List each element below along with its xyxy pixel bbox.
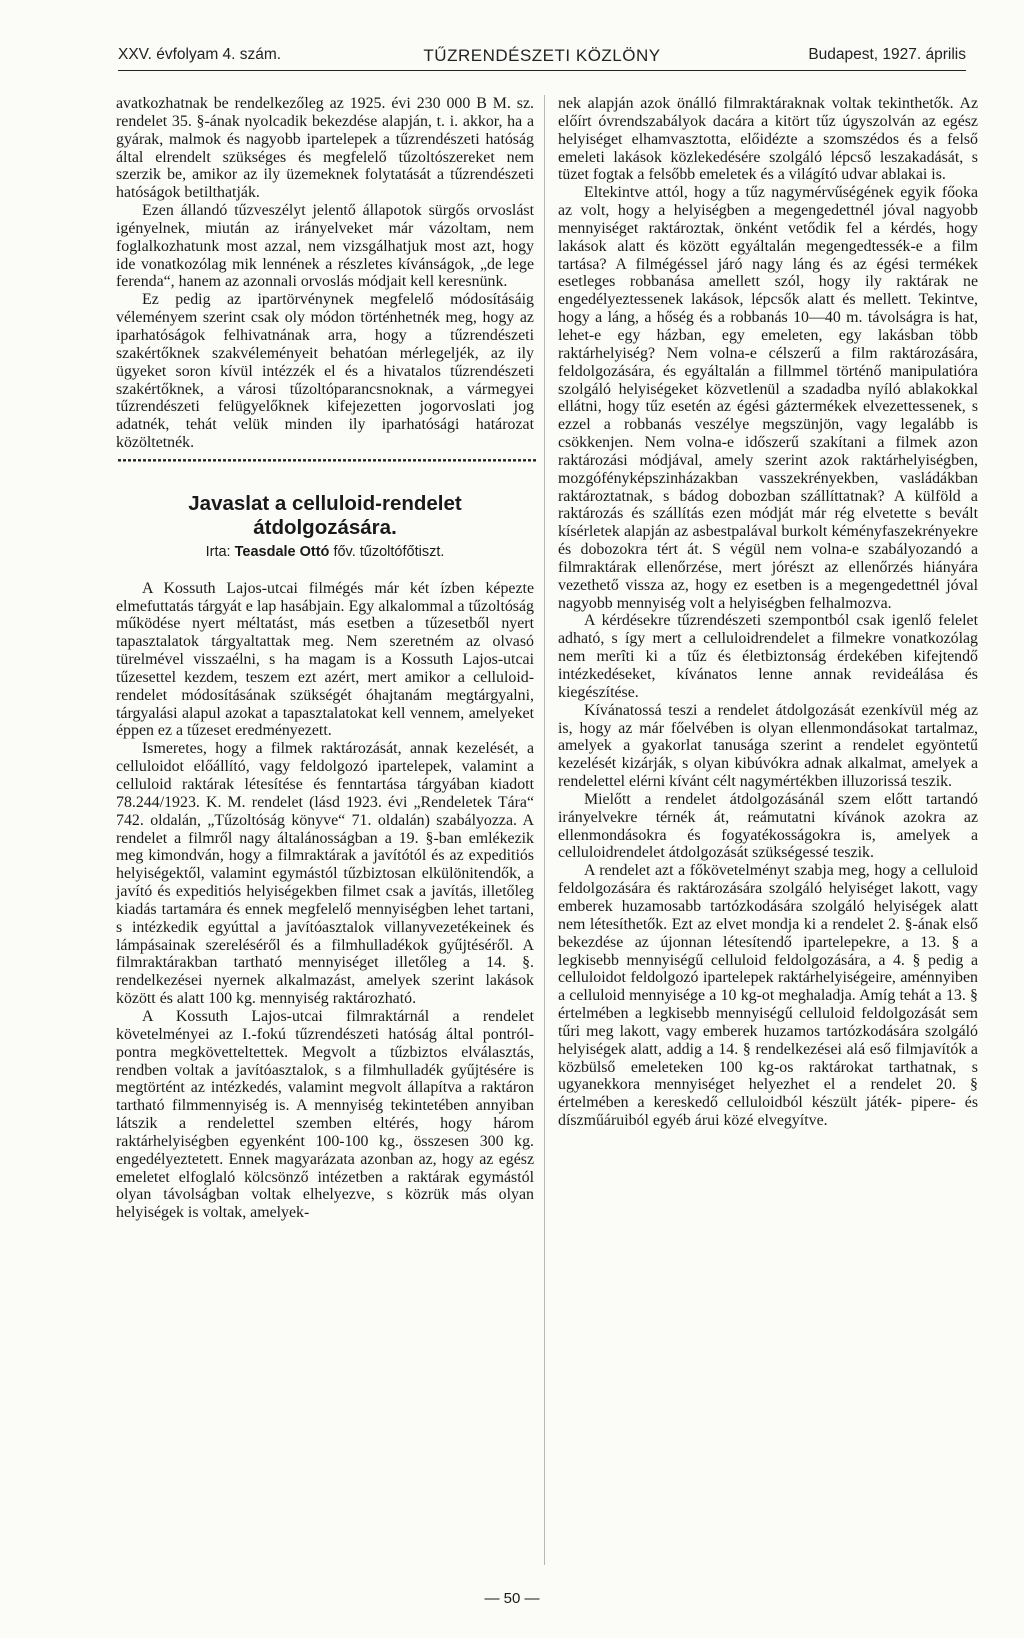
issue-date: Budapest, 1927. április: [808, 46, 966, 63]
journal-title: TŰZRENDÉSZETI KÖZLÖNY: [423, 46, 661, 65]
paragraph: Ezen állandó tűzveszélyt jelentő állapotok sürgős orvoslást igényelnek, miután az irányelveket már vázoltam, nem foglalkozhatunk most azzal, nem vizsgálhatjuk most azt, hogy ide vonatkozólag mik lennének a részletes kívánságok, „de lege ferenda“, hanem az azonnali orvoslás módjait kell keresnünk.: [116, 202, 534, 291]
column-divider: [544, 95, 545, 1565]
article-title: [116, 492, 534, 540]
issue-label: XXV. évfolyam 4. szám.: [118, 46, 282, 63]
paragraph: A Kossuth Lajos-utcai filmraktárnál a rendelet követelményei az I.-fokú tűzrendészeti hatóság által pontról-pontra megkövetteltettek. Megvolt a tűzbiztos elválasztás, rendben voltak a javítóasztalok, s a filmhulladék gyűjtésére is megtörtént az intézkedés, valamint megvolt állapítva a raktáron tartható filmmennyiség is. A mennyiség tekintetében annyiban látszik a rendelettel szemben eltérés, hogy három raktárhelyiségben egyenként 100-100 kg., összesen 300 kg. engedélyeztetett. Ennek magyarázata azonban az, hogy az egész emeletet elfoglaló kölcsönző intézetben a raktárak egymástól olyan távolságban voltak elhelyezve, s közrük más olyan helyiségek is voltak, amelyek-: [116, 1007, 534, 1222]
article-title-line2: átdolgozására.: [253, 515, 397, 539]
running-header: [118, 40, 966, 71]
paragraph: nek alapján azok önálló filmraktáraknak voltak tekinthetők. Az előírt óvrendszabályok dacára a kitört tűz úgyszolván az egész helyiséget elhamvasztotta, előidézte a szomszédos és a felső emeleti lakások közlekedésére szolgáló lépcső leszakadását, s tüzet fogtak a felsőbb emeletek és a világító udvar ablakai is.: [558, 95, 978, 184]
paragraph: avatkozhatnak be rendelkezőleg az 1925. évi 230 000 B M. sz. rendelet 35. §-ának nyolcadik bekezdése alapján, t. i. akkor, ha a gyárak, malmok és nagyobb ipartelepek a tűzrendészeti hatóság által elrendelt szükséges és megfelelő tűzoltószereket nem szerzik be, amikor az ily üzemeknek folytatását a tűzrendészeti hatóságok betilthatják.: [116, 95, 534, 202]
paragraph: A Kossuth Lajos-utcai filmégés már két ízben képezte elmefuttatás tárgyát e lap hasábjain. Egy alkalommal a tűzoltóság működése nyert méltatást, más esetben a tűzesetből nyert tapasztalatok tárgyaltattak meg. Nem szeretném az olvasó türelmével visszaélni, s ha magam is a Kossuth Lajos-utcai tűzesettel kezdem, teszem ezt azért, mert amikor a celluloid-rendelet módosításának szükségét óhajtanám megtárgyalni, tárgyalási alapul azokat a tapasztalatokat kell vennem, amelyeket éppen ez a tűzeset eredményezett.: [116, 579, 534, 740]
paragraph: Ez pedig az ipartörvénynek megfelelő módosításáig véleményem szerint csak oly módon történhetnék meg, hogy az iparhatóságok felhivatnának arra, hogy a tűzrendészeti szakértőknek szakvéleményeit behatóan mérlegeljék, az ily ügyeket soron kívül intézzék el és a hivatalos tűzrendészeti szakértőknek, a városi tűzoltóparancsnoknak, a vármegyei tűzrendészeti felügyelőknek kifejezetten jogorvoslati jog adatnék, tehát velük minden ily iparhatósági határozat közöltetnék.: [116, 291, 534, 452]
byline-author: Teasdale Ottó: [234, 543, 330, 560]
byline-suffix: főv. tűzoltófőtiszt.: [333, 543, 445, 560]
paragraph: A rendelet azt a főkövetelményt szabja meg, hogy a celluloid feldolgozására és raktározására szolgáló helyiséget lakott, vagy emberek huzamosabb tartózkodására szolgáló helyiségek alatt nem létesíthetők. Ezt az elvet mondja ki a rendelet 2. §-ának első bekezdése az újonnan létesítendő ipartelepekre, a 13. § a legkisebb mennyiségű celluloid feldolgozására, a 4. § pedig a celluloidot feldolgozó ipartelepek raktárhelyiségeire, aménnyiben a celluloid mennyisége a 10 kg-ot meghaladja. Amíg tehát a 13. § értelmében a legkisebb mennyiségű celluloid feldolgozását sem tűri meg lakott, vagy emberek huzamos tartózkodására szolgáló helyiségek alatt, addig a 14. § rendelkezései alá eső filmjavítók a közbülső emeleteken 100 kg-os raktárokat tarthatnak, s ugyanekkora mennyiséget helyezhet el a rendelet 20. § értelmében a kereskedő celluloidból készült játék- pipere- és díszműáruiból egyéb árui közé elvegyítve.: [558, 862, 978, 1130]
article-title-line1: Javaslat a celluloid-rendelet: [188, 491, 462, 515]
paragraph: Eltekintve attól, hogy a tűz nagymérvűségének egyik főoka az volt, hogy a helyiségben a megengedettnél jóval nagyobb mennyiséget raktároztak, önként vetődik fel a kérdés, hogy lakások alatt és között egyáltalán megengedtessék-e a film tartása? A filmégéssel járó nagy láng és az égési termékek esetleges robbanása amellett szól, hogy ily raktárak ne engedélyeztessenek lakások, lépcsők alatt és mellett. Tekintve, hogy a láng, a hőség és a robbanás 10—40 m. távolságra is hat, lehet-e egy házban, egy emeleten, egy lakásban több raktárhelyiség? Nem volna-e célszerű a film raktározására, feldolgozására, és egyáltalán a fillmmel történő manipulatióra szolgáló helyiségeket közvetlenül a szadadba nyíló ablakokkal ellátni, hogy tűz esetén az égési gáztermékek elvezettessenek, s ezzel a robbanás veszélye megszünjön, vagy legalább is csökkenjen. Nem volna-e időszerű szakítani a filmek azon raktározási módjával, amely szerint azok raktárhelyiségben, mozgófényképszinházakban vasszekrényekben, vasládákban raktároztatnak, s bádog dobozban szállíttatnak? A külföld a raktározás és szállítás ezen módját már rég elvetette s bevált kísérletek alapján az asbestpalával burkolt kéményfaszekrényekre és dobozokra tért át. S végül nem volna-e szabályozandó a filmraktárak ellenőrzése, mert jórészt az ellenőrzés hiányára vezethető vissza az, hogy ez esetben is a megengedettnél jóval nagyobb mennyiség volt a helyiségben felhalmozva.: [558, 184, 978, 612]
paragraph: A kérdésekre tűzrendészeti szempontból csak igenlő felelet adható, s így mert a celluloidrendelet a filmekre vonatkozólag nem merîti ki a tűz és életbiztonság érdekében kifejtendő intézkedéseket, kívánatos lenne annak revideálása és kiegészítése.: [558, 612, 978, 701]
right-column: [558, 95, 978, 1130]
byline-prefix: Irta:: [205, 543, 231, 560]
left-column: [116, 95, 534, 1222]
article-byline: [116, 544, 534, 562]
section-divider: [118, 456, 536, 464]
paragraph: Ismeretes, hogy a filmek raktározását, annak kezelését, a celluloidot előállító, vagy feldolgozó ipartelepek, valamint a celluloid raktárak létesítése és fenntartása tárgyában kiadott 78.244/1923. K. M. rendelet (lásd 1923. évi „Rendeletek Tára“ 742. oldalán, „Tűzoltóság könyve“ 71. oldalán) szabályozza. A rendelet a filmről nagy általánosságban a 19. §-ban emlékezik meg kimondván, hogy a filmraktárak a javítótól és az expeditiós helyiségektől, valamint egymástól tűzbiztosan elkülönitendők, a javító és expeditiós helyiségekben filmet csak a javítás, illetőleg kiadás tartamára és ennek megfelelő mennyiségben lehet tartani, s intézkedik egyúttal a javítóasztalok villanyvezetékeinek és lámpásainak szereléséről és a filmhulladékok gyűjtéséről. A filmraktárakban tartható mennyiséget illetőleg a 14. §. rendelkezései nyernek alkalmazást, amelyek szerint lakások között és alatt 100 kg. mennyiség raktározható.: [116, 740, 534, 1008]
paragraph: Mielőtt a rendelet átdolgozásánál szem előtt tartandó irányelvekre térnék át, reámutatni kívánok azokra az ellenmondásokra és fogyatékosságokra is, amelyek a celluloidrendelet átdolgozását szükségessé teszik.: [558, 790, 978, 862]
page-number: — 50 —: [484, 1590, 540, 1607]
paragraph: Kívánatossá teszi a rendelet átdolgozását ezenkívül még az is, hogy az már főelvében is olyan ellenmondásokat tartalmaz, amelyek a gyakorlat tanusága szerint a rendelet egyöntetű kezelését kizárják, s olyan kibúvókra adnak alkalmat, amelyek a rendelettel elérni kívánt célt nagymértékben illuzorissá teszik.: [558, 701, 978, 791]
